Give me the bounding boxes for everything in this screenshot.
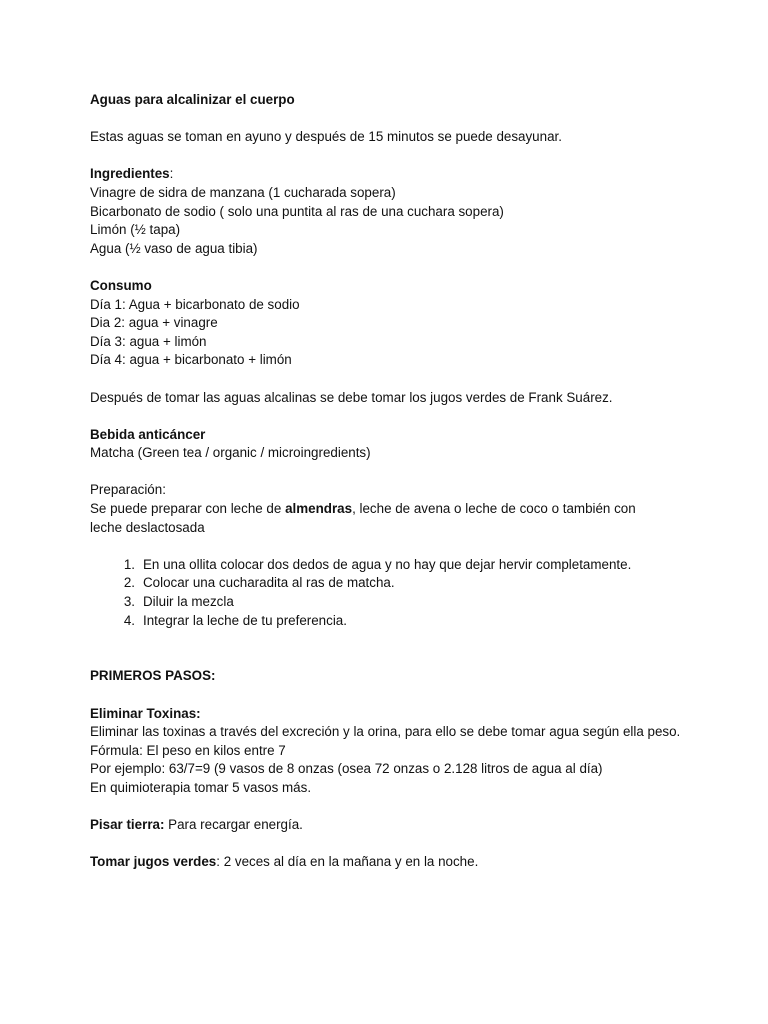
ingredients-heading: Ingredientes [90, 166, 170, 182]
ingredient-item: Limón (½ tapa) [90, 222, 181, 238]
consumo-item: Día 4: agua + bicarbonato + limón [90, 352, 292, 368]
step-text: Diluir la mezcla [143, 594, 234, 610]
preparacion-paragraph [90, 500, 660, 537]
ingredient-item: Bicarbonato de sodio ( solo una puntita al ras de una cuchara sopera) [90, 203, 504, 219]
ingredient-item: Agua (½ vaso de agua tibia) [90, 240, 258, 256]
toxinas-example: Por ejemplo: 63/7=9 (9 vasos de 8 onzas (osea 72 onzas o 2.128 litros de agua al día) [90, 761, 603, 777]
toxinas-heading: Eliminar Toxinas [90, 705, 197, 721]
step-number: 1. [123, 556, 135, 572]
preparacion-text-before: Se puede preparar con leche de [90, 501, 286, 517]
document-page [90, 91, 690, 872]
consumo-item: Día 1: Agua + bicarbonato de sodio [90, 296, 300, 312]
list-item [90, 612, 690, 631]
primeros-pasos-heading: PRIMEROS PASOS: [90, 668, 216, 684]
bebida-line: Matcha (Green tea / organic / microingredients) [90, 445, 371, 461]
consumo-item: Día 3: agua + limón [90, 333, 207, 349]
toxinas-formula: Fórmula: El peso en kilos entre 7 [90, 742, 286, 758]
step-text: Colocar una cucharadita al ras de matcha. [143, 575, 395, 591]
list-item [90, 574, 690, 593]
intro-paragraph: Estas aguas se toman en ayuno y después de 15 minutos se puede desayunar. [90, 129, 562, 145]
step-number: 4. [123, 612, 135, 628]
document-title: Aguas para alcalinizar el cuerpo [90, 92, 295, 107]
toxinas-paragraph: Eliminar las toxinas a través del excreción y la orina, para ello se debe tomar agua según ella peso. [90, 724, 681, 740]
preparacion-text-after: , leche de avena o leche de coco o también con leche deslactosada [90, 501, 636, 535]
pisar-tierra-colon: : [159, 817, 165, 833]
toxinas-heading-colon: : [196, 705, 201, 721]
toxinas-heading-line [90, 705, 690, 724]
after-note: Después de tomar las aguas alcalinas se debe tomar los jugos verdes de Frank Suárez. [90, 389, 613, 405]
ingredients-heading-colon: : [169, 166, 174, 182]
pisar-tierra-line [90, 816, 690, 835]
bebida-heading: Bebida anticáncer [90, 426, 206, 442]
step-text: En una ollita colocar dos dedos de agua y no hay que dejar hervir completamente. [143, 556, 632, 572]
ingredients-heading-line [90, 165, 690, 184]
toxinas-quimio: En quimioterapia tomar 5 vasos más. [90, 779, 312, 795]
preparacion-label: Preparación: [90, 482, 166, 498]
step-number: 3. [123, 594, 135, 610]
jugos-verdes-text: : 2 veces al día en la mañana y en la noche. [216, 854, 479, 870]
step-text: Integrar la leche de tu preferencia. [143, 612, 347, 628]
jugos-verdes-line [90, 853, 690, 872]
step-number: 2. [123, 575, 135, 591]
ingredient-item: Vinagre de sidra de manzana (1 cucharada sopera) [90, 184, 396, 200]
list-item [90, 556, 690, 575]
pisar-tierra-text: Para recargar energía. [164, 817, 303, 833]
consumo-item: Dia 2: agua + vinagre [90, 315, 218, 331]
consumo-heading: Consumo [90, 277, 152, 293]
preparacion-steps [90, 556, 690, 630]
pisar-tierra-label: Pisar tierra [90, 817, 160, 833]
jugos-verdes-label: Tomar jugos verdes [90, 854, 217, 870]
preparacion-bold-word: almendras [285, 501, 353, 517]
list-item [90, 593, 690, 612]
